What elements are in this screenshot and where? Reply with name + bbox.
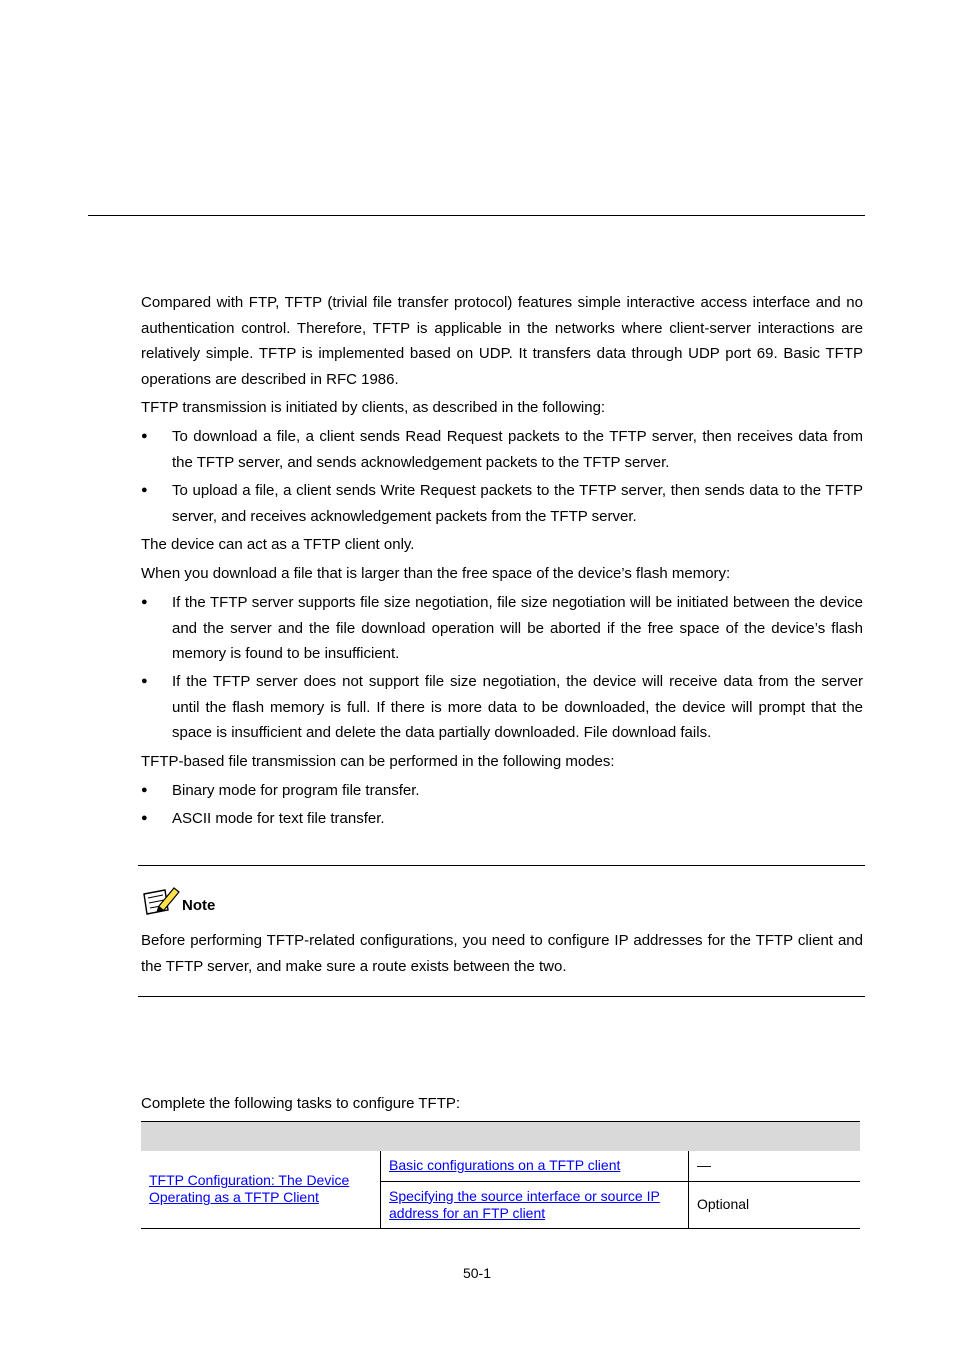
basic-config-link[interactable]: Basic configurations on a TFTP client [389, 1157, 621, 1174]
bullet-dot-icon: ● [141, 596, 148, 608]
chapter-divider [88, 215, 865, 216]
modes-paragraph: TFTP-based file transmission can be performed in the following modes: [141, 753, 615, 770]
negotiation-bullet: If the TFTP server supports file size negotiation, file size negotiation will be initiated between the device and the server and the file download operation will be aborted if the free space of the device’s flash memory is found to be insufficient. [172, 594, 863, 662]
upload-bullet: To upload a file, a client sends Write Request packets to the TFTP server, then sends data to the TFTP server, and receives acknowledgement packets from the TFTP server. [172, 482, 863, 525]
bullet-dot-icon: ● [141, 430, 148, 442]
bullet-dot-icon: ● [141, 784, 148, 796]
download-bullet: To download a file, a client sends Read Request packets to the TFTP server, then receives data from the TFTP server, and sends acknowledgement packets to the TFTP server. [172, 428, 863, 471]
initiation-paragraph: TFTP transmission is initiated by clients, as described in the following: [141, 399, 606, 416]
binary-mode-bullet: Binary mode for program file transfer. [172, 782, 420, 799]
remarks-cell: Optional [689, 1181, 861, 1228]
table-header-row [141, 1122, 860, 1152]
note-top-rule [138, 865, 865, 866]
source-interface-link[interactable]: Specifying the source interface or source IP address for an FTP client [389, 1187, 660, 1221]
task-cell [381, 1151, 689, 1181]
table-row [141, 1151, 860, 1181]
task-cell [381, 1181, 689, 1228]
note-text: Before performing TFTP-related configurations, you need to configure IP addresses for the TFTP client and the TFTP server, and make sure a route exists between the two. [141, 932, 863, 975]
page-number: 50-1 [462, 1265, 492, 1281]
tftp-tasks-table [141, 1121, 860, 1229]
intro-paragraph: Compared with FTP, TFTP (trivial file transfer protocol) features simple interactive access interface and no authentication control. Therefore, TFTP is applicable in the networks where client-server interactions are relatively simple. TFTP is implemented based on UDP. It transfers data through UDP port 69. Basic TFTP operations are described in RFC 1986. [141, 294, 863, 388]
no-negotiation-bullet: If the TFTP server does not support file size negotiation, the device will receive data from the server until the flash memory is full. If there is more data to be downloaded, the device will prompt that the space is insufficient and delete the data partially downloaded. File download fails. [172, 673, 863, 741]
bullet-dot-icon: ● [141, 812, 148, 824]
remarks-cell: — [689, 1151, 861, 1181]
download-space-paragraph: When you download a file that is larger than the free space of the device’s flash memory: [141, 565, 731, 582]
note-pencil-icon [141, 884, 181, 916]
client-only-paragraph: The device can act as a TFTP client only. [141, 536, 415, 553]
note-bottom-rule [138, 996, 865, 997]
bullet-dot-icon: ● [141, 484, 148, 496]
task-group-cell [141, 1151, 381, 1228]
tasks-intro: Complete the following tasks to configure TFTP: [141, 1095, 461, 1112]
table-header-cell [141, 1122, 689, 1152]
ascii-mode-bullet: ASCII mode for text file transfer. [172, 810, 385, 827]
table-header-cell [689, 1122, 861, 1152]
tftp-client-config-link[interactable]: TFTP Configuration: The Device Operating as a TFTP Client [149, 1172, 350, 1206]
bullet-dot-icon: ● [141, 675, 148, 687]
note-label: Note [182, 897, 216, 914]
